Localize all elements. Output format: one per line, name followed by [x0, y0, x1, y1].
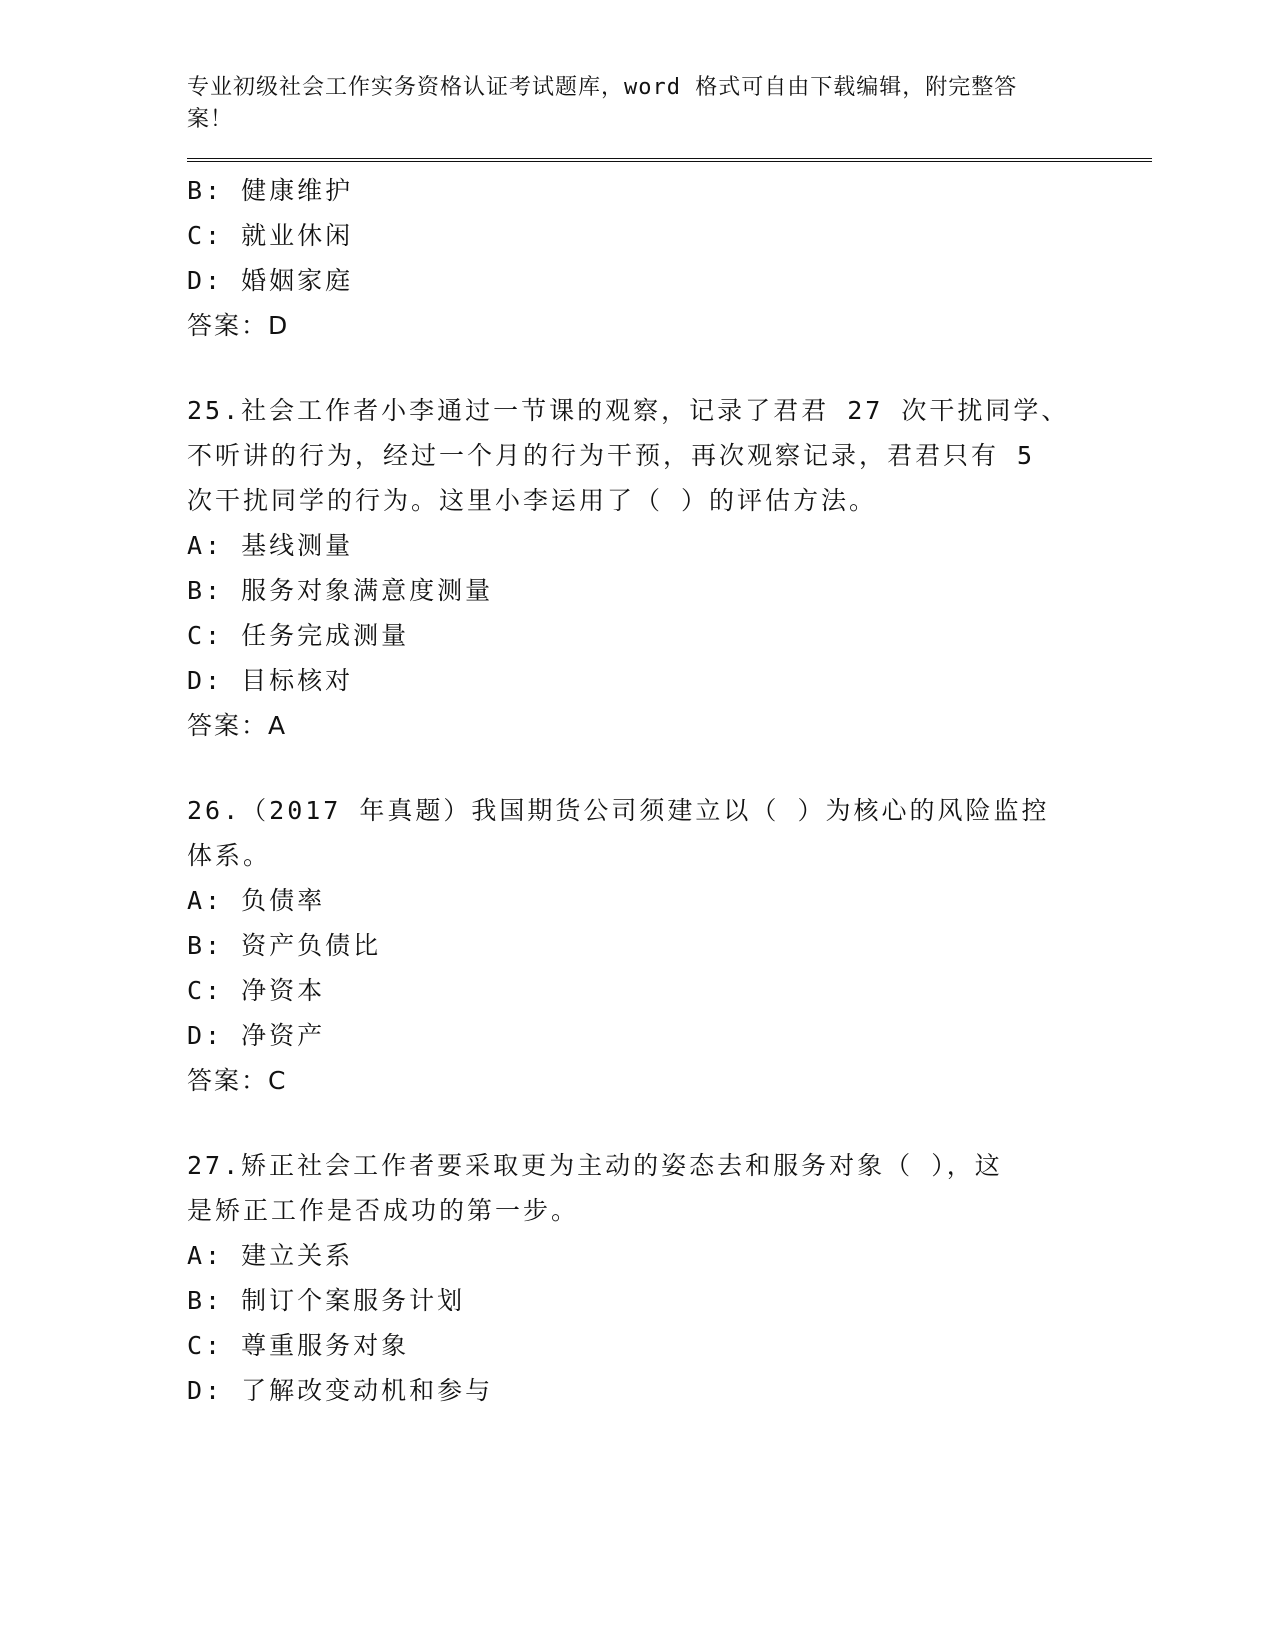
question-text-line: 27.矫正社会工作者要采取更为主动的姿态去和服务对象（ ），这	[187, 1151, 1003, 1180]
answer: 答案：A	[187, 711, 288, 740]
question-text-line: 不听讲的行为，经过一个月的行为干预，再次观察记录，君君只有 5	[187, 441, 1036, 470]
option-c: C: 任务完成测量	[187, 621, 410, 650]
option-a: A: 基线测量	[187, 531, 354, 560]
answer: 答案：C	[187, 1066, 288, 1095]
question-text-line: 26.（2017 年真题）我国期货公司须建立以（ ）为核心的风险监控	[187, 796, 1050, 825]
document-page	[187, 72, 1152, 1413]
document-header	[187, 72, 1067, 136]
question-text-line: 25.社会工作者小李通过一节课的观察，记录了君君 27 次干扰同学、	[187, 396, 1070, 425]
question-text-line: 是矫正工作是否成功的第一步。	[187, 1196, 580, 1225]
option-c: C: 就业休闲	[187, 221, 354, 250]
option-d: D: 婚姻家庭	[187, 266, 354, 295]
question-27	[187, 1143, 1067, 1413]
option-d: D: 净资产	[187, 1021, 326, 1050]
option-c: C: 净资本	[187, 976, 326, 1005]
question-25	[187, 388, 1070, 748]
option-b: B: 资产负债比	[187, 931, 382, 960]
question-text-line: 体系。	[187, 841, 272, 870]
option-d: D: 目标核对	[187, 666, 354, 695]
option-d: D: 了解改变动机和参与	[187, 1376, 494, 1405]
header-divider	[187, 158, 1152, 162]
option-a: A: 负债率	[187, 886, 326, 915]
question-24	[187, 168, 1152, 348]
question-list	[187, 168, 1152, 1413]
option-b: B: 健康维护	[187, 176, 354, 205]
option-b: B: 制订个案服务计划	[187, 1286, 466, 1315]
option-a: A: 建立关系	[187, 1241, 354, 1270]
question-text-line: 次干扰同学的行为。这里小李运用了（ ）的评估方法。	[187, 486, 878, 515]
header-line: 专业初级社会工作实务资格认证考试题库，word 格式可自由下载编辑，附完整答	[187, 75, 1018, 100]
header-line: 案！	[187, 107, 234, 132]
question-26	[187, 788, 1067, 1103]
option-c: C: 尊重服务对象	[187, 1331, 410, 1360]
option-b: B: 服务对象满意度测量	[187, 576, 494, 605]
answer: 答案：D	[187, 311, 290, 340]
